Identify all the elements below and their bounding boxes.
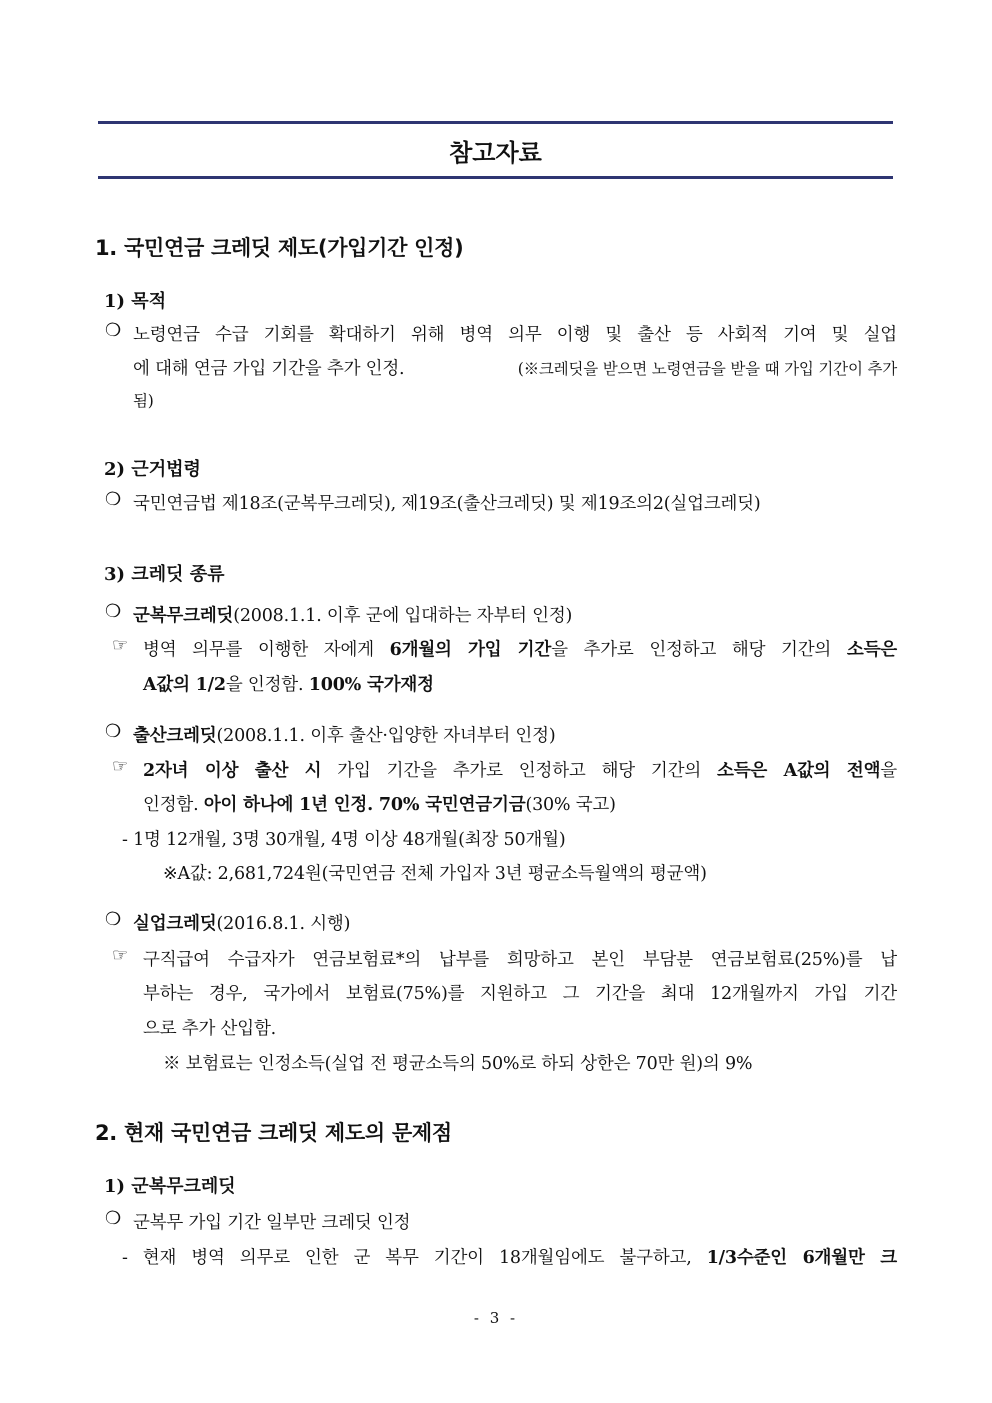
text-bold: 아이 하나에 1년 인정. 70% 국민연금기금 (203, 795, 526, 815)
text-span: 을 인정함. (225, 675, 309, 695)
text-span: 을 (880, 761, 897, 781)
problem-line-1: 군복무 가입 기간 일부만 크레딧 인정 (133, 1213, 411, 1233)
unemployment-credit-line-1: 구직급여 수급자가 연금보험료*의 납부를 희망하고 본인 부담분 연금보험료(25%)를 납 (143, 950, 897, 970)
birth-credit-line-1 (143, 757, 897, 782)
text-span: 병역 의무를 이행한 자에게 (143, 640, 390, 660)
subsection-purpose-heading: 1) 목적 (104, 291, 167, 312)
birth-credit-a-value-note: ※A값: 2,681,724원(국민연금 전체 가입자 3년 평균소득월액의 평균액) (163, 864, 707, 884)
unemployment-credit-name: 실업크레딧 (133, 914, 217, 934)
section-2-heading: 2. 현재 국민연금 크레딧 제도의 문제점 (95, 1121, 452, 1145)
birth-credit-title (133, 722, 555, 747)
pointing-hand-icon: ☞ (112, 945, 129, 966)
purpose-note: (※크레딧을 받으면 노령연금을 받을 때 가입 기간이 추가 (517, 360, 897, 378)
legal-basis-line: 국민연금법 제18조(군복무크레딧), 제19조(출산크레딧) 및 제19조의2(실업크레딧) (133, 494, 761, 514)
text-span: 가입 기간을 추가로 인정하고 해당 기간의 (321, 761, 717, 781)
text-bold: 소득은 (846, 640, 897, 660)
text-span: (30% 국고) (525, 795, 616, 815)
text-bold: 100% 국가재정 (308, 675, 434, 695)
title-bottom-rule (98, 176, 893, 179)
section-1-heading: 1. 국민연금 크레딧 제도(가입기간 인정) (95, 236, 464, 260)
text-span: 을 추가로 인정하고 해당 기간의 (551, 640, 847, 660)
unemployment-credit-title (133, 910, 350, 935)
purpose-line-1: 노령연금 수급 기회를 확대하기 위해 병역 의무 이행 및 출산 등 사회적 기여 및 실업 (133, 325, 897, 345)
text-bold: 1/3수준인 6개월만 크 (706, 1248, 897, 1268)
text-span: 인정함. (143, 795, 204, 815)
subsection-legal-basis-heading: 2) 근거법령 (104, 459, 201, 480)
text-bold: 소득은 A값의 전액 (717, 761, 881, 781)
bullet-icon: ❍ (105, 601, 122, 622)
birth-credit-months-line: - 1명 12개월, 3명 30개월, 4명 이상 48개월(최장 50개월) (122, 830, 566, 850)
unemployment-credit-note: (2016.8.1. 시행) (216, 914, 351, 934)
problem-line-2 (122, 1244, 897, 1269)
text-bold: A값의 1/2 (143, 675, 226, 695)
bullet-icon: ❍ (105, 909, 122, 930)
unemployment-credit-line-2: 부하는 경우, 국가에서 보험료(75%)를 지원하고 그 기간을 최대 12개월까지 가입 기간 (143, 984, 897, 1004)
subsection-credit-types-heading: 3) 크레딧 종류 (104, 564, 225, 585)
pointing-hand-icon: ☞ (112, 756, 129, 777)
military-credit-line-2 (143, 671, 434, 696)
military-credit-title (133, 602, 572, 627)
military-credit-name: 군복무크레딧 (133, 606, 234, 626)
bullet-icon: ❍ (105, 721, 122, 742)
birth-credit-name: 출산크레딧 (133, 726, 217, 746)
title-top-rule (98, 121, 893, 124)
page-title: 참고자료 (449, 139, 542, 167)
pointing-hand-icon: ☞ (112, 635, 129, 656)
bullet-icon: ❍ (105, 320, 122, 341)
bullet-icon: ❍ (105, 489, 122, 510)
text-span: - 현재 병역 의무로 인한 군 복무 기간이 18개월임에도 불구하고, (122, 1248, 707, 1268)
page-number: - 3 - (473, 1309, 519, 1327)
unemployment-premium-note: ※ 보험료는 인정소득(실업 전 평균소득의 50%로 하되 상한은 70만 원)의 9% (163, 1054, 753, 1074)
text-bold: 6개월의 가입 기간 (389, 640, 552, 660)
birth-credit-note: (2008.1.1. 이후 출산·입양한 자녀부터 인정) (216, 726, 556, 746)
unemployment-credit-line-3: 으로 추가 산입함. (143, 1019, 277, 1039)
military-credit-note: (2008.1.1. 이후 군에 입대하는 자부터 인정) (233, 606, 573, 626)
subsection-military-credit-heading: 1) 군복무크레딧 (104, 1176, 236, 1197)
purpose-line-3: 됨) (133, 392, 154, 410)
text-bold: 2자녀 이상 출산 시 (143, 761, 322, 781)
birth-credit-line-2 (143, 791, 616, 816)
bullet-icon: ❍ (105, 1208, 122, 1229)
purpose-line-2 (133, 355, 897, 380)
purpose-line-2a: 에 대해 연금 가입 기간을 추가 인정. (133, 359, 405, 379)
military-credit-line-1 (143, 636, 897, 661)
